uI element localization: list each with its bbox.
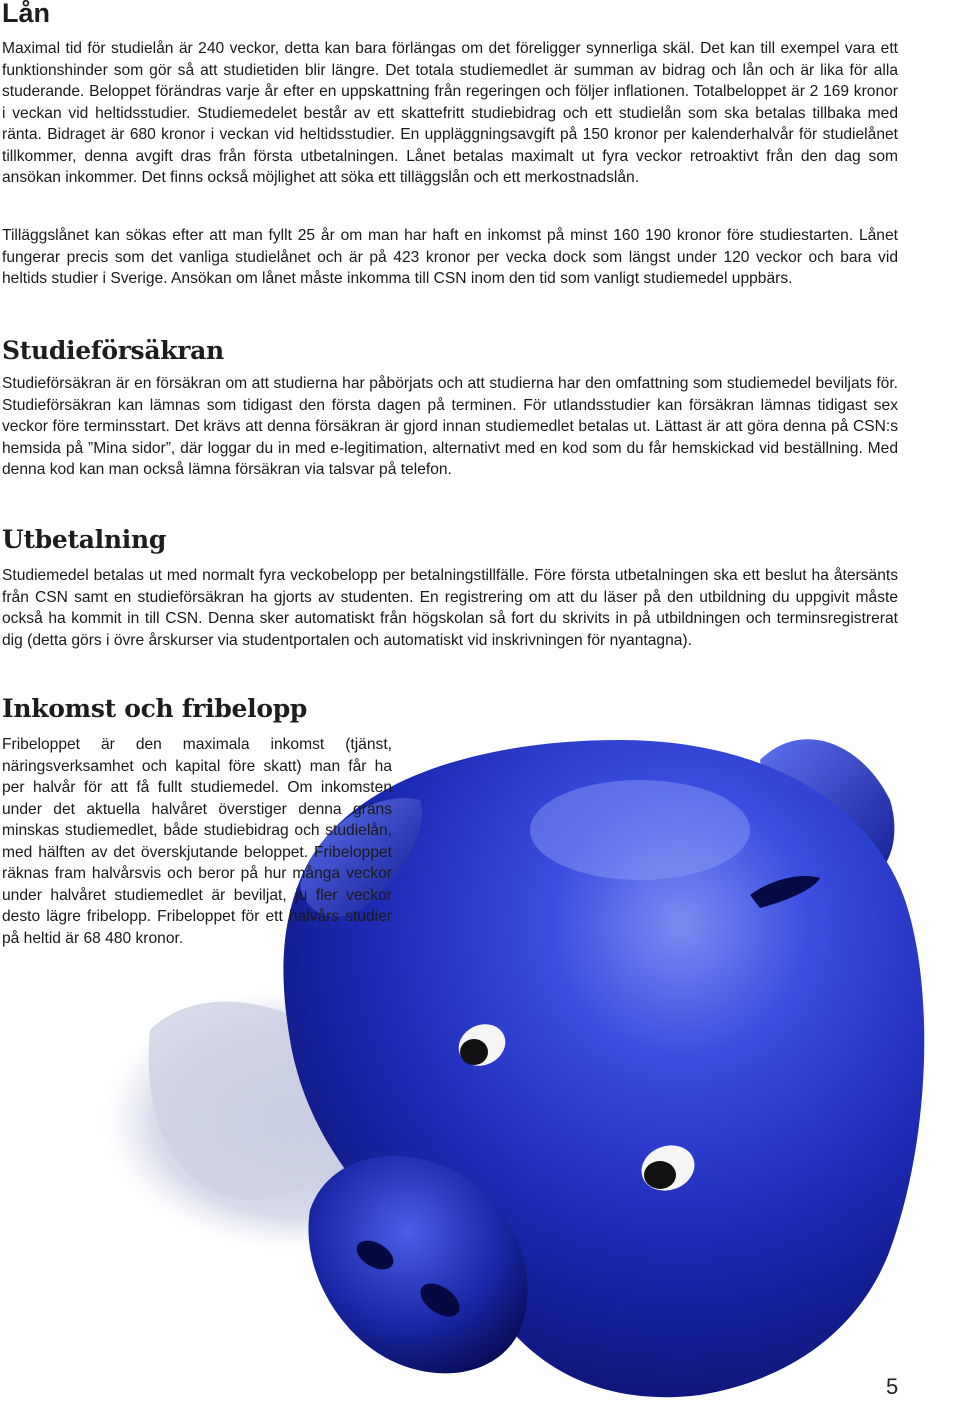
section-studieforsakran bbox=[2, 336, 898, 365]
heading-utbetalning: Utbetalning bbox=[2, 525, 167, 554]
heading-studieforsakran: Studieförsäkran bbox=[2, 336, 224, 365]
lan-paragraph-2 bbox=[2, 225, 898, 290]
heading-lan: Lån bbox=[2, 0, 51, 28]
lan-text-1: Maximal tid för studielån är 240 veckor, detta kan bara förlängas om det föreligger synnerliga skäl. Det kan till exempel vara ett funktionshinder som gör så att studietiden blir längre. Det totala studiemedlet är summan av bidrag och lån och är lika för alla studerande. Beloppet förändras varje år efter en uppskattning från regeringen och följer inflationen. Totalbeloppet är 2 169 kronor i veckan vid heltidsstudier. Studiemedelet består av ett skattefritt studiebidrag och ett studielån som ska betalas tillbaka med ränta. Bidraget är 680 kronor i veckan vid heltidsstudier. En uppläggningsavgift på 150 kronor per kalenderhalvår för studielånet tillkommer, denna avgift dras från första utbetalningen. Lånet betalas maximalt ut fyra veckor retroaktivt från den dag som ansökan inkommer. Det finns också möjlighet att söka ett tilläggslån och ett merkostnadslån. bbox=[2, 40, 898, 186]
section-inkomst bbox=[2, 694, 898, 723]
lan-paragraph-1 bbox=[2, 38, 898, 189]
lan-text-2: Tilläggslånet kan sökas efter att man fyllt 25 år om man har haft en inkomst på minst 160 190 kronor före studiestarten. Lånet fungerar precis som det vanliga studielånet och är på 423 kronor per vecka dock som längst under 120 veckor och bara vid heltids studier i Sverige. Ansökan om lånet måste inkomma till CSN inom den tid som vanligt studiemedel uppbärs. bbox=[2, 227, 898, 287]
utbetalning-text: Studiemedel betalas ut med normalt fyra veckobelopp per betalningstillfälle. Före första utbetalningen ska ett beslut ha återsänts från CSN samt en studieförsäkran ha gjorts av studenten. En registrering om att du läser på den utbildning du uppgivit måste också ha kommit in till CSN. Denna sker automatiskt från högskolan så fort du skrivits in på utbildningen och terminsregistrerat dig (detta görs i övre årskurser via studentportalen och automatiskt vid inskrivningen för nyantagna). bbox=[2, 567, 898, 649]
inkomst-text: Fribeloppet är den maximala inkomst (tjänst, näringsverksamhet och kapital före skatt) man får ha per halvår för att få fullt studiemedel. Om inkomsten under det aktuella halvåret överstiger denna gräns minskas studiemedlet, både studiebidrag och studielån, med hälften av det överskjutande beloppet. Fribeloppet räknas fram halvårsvis och beror på hur många veckor under halvåret studiemedlet är beviljat, ju fler veckor desto lägre fribelopp. Fribeloppet för ett halvårs studier på heltid är 68 480 kronor. bbox=[2, 736, 392, 947]
utbetalning-paragraph bbox=[2, 565, 898, 651]
section-utbetalning bbox=[2, 525, 898, 554]
studieforsakran-paragraph bbox=[2, 373, 898, 481]
studieforsakran-text: Studieförsäkran är en försäkran om att studierna har påbörjats och att studierna har den omfattning som studiemedel beviljats för. Studieförsäkran kan lämnas som tidigast den första dagen på terminen. För utlandsstudier kan försäkran lämnas tidigast sex veckor före terminsstart. Det krävs att denna försäkran är gjord innan studiemedlet betalas ut. Lättast är att göra denna på CSN:s hemsida på ”Mina sidor”, där loggar du in med e-legitimation, alternativt med en kod som du får hemskickad vid beställning. Med denna kod kan man också lämna försäkran via talsvar på telefon. bbox=[2, 375, 898, 478]
heading-inkomst: Inkomst och fribelopp bbox=[2, 694, 308, 723]
page-number: 5 bbox=[886, 1374, 899, 1399]
